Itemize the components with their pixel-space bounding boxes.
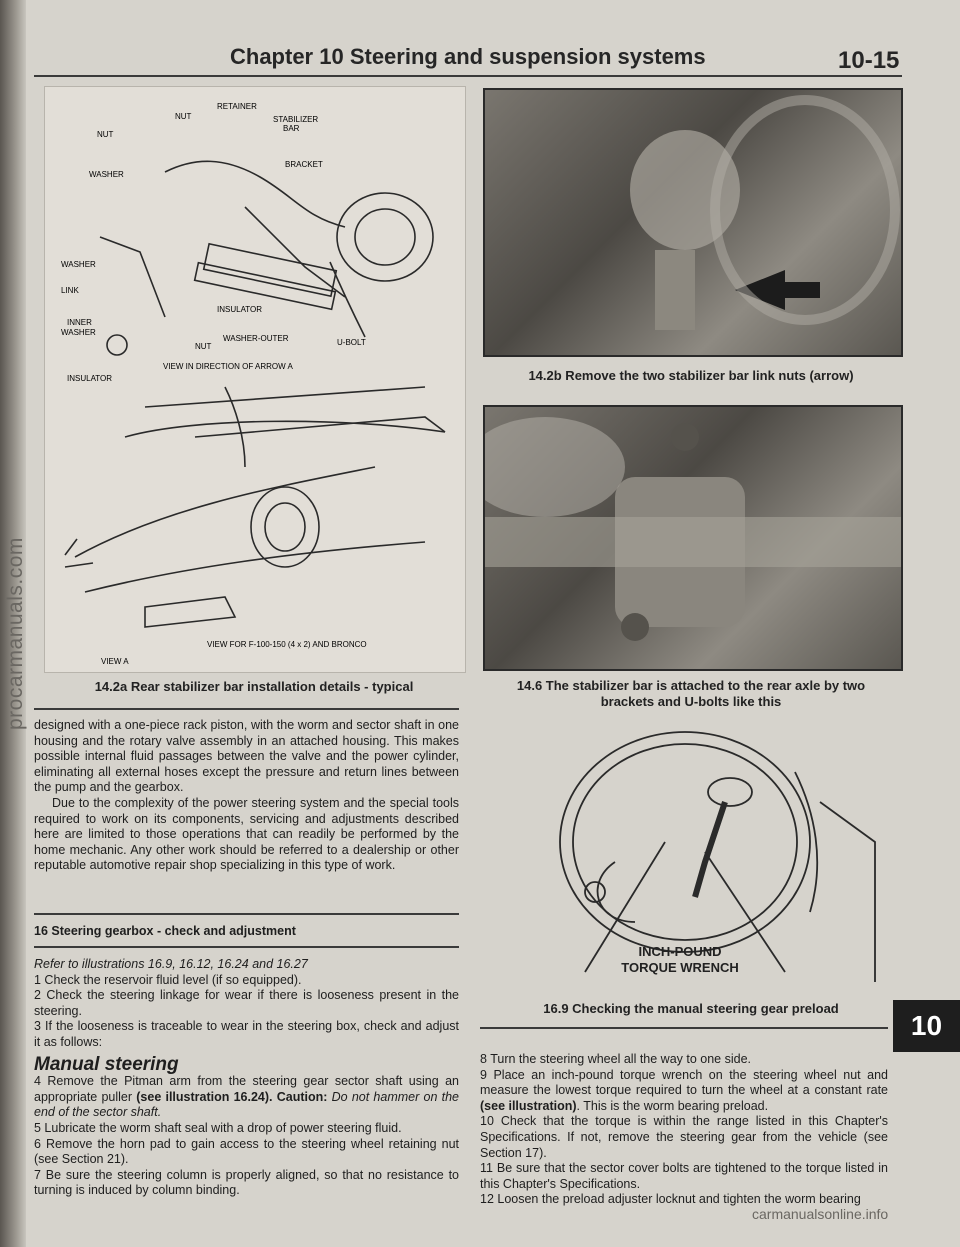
label-inner: INNER bbox=[67, 318, 92, 327]
left-rule-3 bbox=[34, 946, 459, 948]
label-view-a: VIEW A bbox=[101, 657, 129, 666]
header-rule bbox=[34, 75, 902, 77]
chapter-header: Chapter 10 Steering and suspension systems bbox=[230, 44, 706, 69]
refer-illustrations: Refer to illustrations 16.9, 16.12, 16.24 and 16.27 bbox=[34, 957, 308, 971]
label-u-bolt: U-BOLT bbox=[337, 338, 366, 347]
label-inner-washer: WASHER bbox=[61, 328, 96, 337]
label-inch-pound: INCH-POUND bbox=[638, 944, 722, 959]
step-12: 12 Loosen the preload adjuster locknut and tighten the worm bearing bbox=[480, 1192, 861, 1207]
left-steps bbox=[34, 957, 459, 1199]
page-number: 10-15 bbox=[838, 47, 900, 74]
chapter-thumb-tab: 10 bbox=[893, 1000, 960, 1052]
label-retainer: RETAINER bbox=[217, 102, 257, 111]
step-6: 6 Remove the horn pad to gain access to the steering wheel retaining nut (see Section 21). bbox=[34, 1136, 459, 1167]
photo-14-6 bbox=[483, 405, 903, 671]
side-watermark: procarmanuals.com bbox=[4, 537, 27, 730]
section-heading-16: 16 Steering gearbox - check and adjustment bbox=[34, 924, 296, 938]
label-torque-wrench: TORQUE WRENCH bbox=[621, 960, 739, 975]
label-bracket: BRACKET bbox=[285, 160, 323, 169]
stabilizer-diagram bbox=[45, 87, 465, 672]
subheading-manual-steering: Manual steering bbox=[34, 1053, 179, 1075]
step-3: 3 If the looseness is traceable to wear in the steering box, check and adjust it as follows: bbox=[34, 1019, 459, 1049]
caption-14-2b: 14.2b Remove the two stabilizer bar link nuts (arrow) bbox=[528, 368, 854, 383]
label-link: LINK bbox=[61, 286, 79, 295]
photo-14-2b-art bbox=[485, 90, 901, 355]
label-nut-1: NUT bbox=[175, 112, 192, 121]
label-washer-1: WASHER bbox=[89, 170, 124, 179]
paragraph-1: designed with a one-piece rack piston, with the worm and sector shaft in one housing and the rotary valve assembly in an attached housing. This makes possible internal fluid passages between the valve and the power cylinder, eliminating all external hoses except the pressure and return lines between the pump and the gearbox. bbox=[34, 718, 459, 795]
step-1: 1 Check the reservoir fluid level (if so equipped). bbox=[34, 972, 302, 987]
label-stabilizer: STABILIZER bbox=[273, 115, 319, 124]
caption-16-9: 16.9 Checking the manual steering gear preload bbox=[543, 1001, 839, 1016]
caption-14-6-line-2: brackets and U-bolts like this bbox=[600, 694, 782, 709]
photo-14-6-art bbox=[485, 407, 901, 669]
label-view-direction: VIEW IN DIRECTION OF ARROW A bbox=[163, 362, 293, 371]
right-rule bbox=[480, 1027, 888, 1029]
label-bar: BAR bbox=[283, 124, 300, 133]
left-column bbox=[34, 718, 459, 874]
step-7: 7 Be sure the steering column is properly aligned, so that no resistance to turning is induced by column binding. bbox=[34, 1167, 459, 1198]
step-2: 2 Check the steering linkage for wear if there is looseness present in the steering. bbox=[34, 988, 459, 1018]
step-11: 11 Be sure that the sector cover bolts are tightened to the torque listed in this Chapter's Specifications. bbox=[480, 1161, 888, 1191]
label-nut-3: NUT bbox=[195, 342, 212, 351]
caption-14-2a: 14.2a Rear stabilizer bar installation details - typical bbox=[94, 679, 414, 694]
step-10: 10 Check that the torque is within the range listed in this Chapter's Specifications. If not, remove the steering gear from the vehicle (see Section 17). bbox=[480, 1114, 888, 1160]
footer-watermark: carmanualsonline.info bbox=[752, 1206, 889, 1222]
label-insulator-2: INSULATOR bbox=[67, 374, 113, 383]
left-rule-2 bbox=[34, 913, 459, 915]
label-nut-2: NUT bbox=[97, 130, 114, 139]
photo-14-2b bbox=[483, 88, 903, 357]
step-5: 5 Lubricate the worm shaft seal with a drop of power steering fluid. bbox=[34, 1120, 402, 1135]
caption-14-6-line-1: 14.6 The stabilizer bar is attached to the rear axle by two bbox=[516, 678, 866, 693]
figure-14-2a bbox=[44, 86, 466, 673]
step-4: 4 Remove the Pitman arm from the steering gear sector shaft using an appropriate puller (see illustration 16.24). Caution: Do not hammer on the end of the sector shaft. bbox=[34, 1074, 459, 1120]
label-view-for: VIEW FOR F-100-150 (4 x 2) AND BRONCO bbox=[207, 640, 367, 649]
paragraph-2: Due to the complexity of the power steering system and the special tools required to work on its components, servicing and adjustments described here are limited to those operations that can readily be performed by the home mechanic. Any other work should be referred to a dealership or other reputable automotive repair shop specializing in this type of work. bbox=[34, 795, 459, 873]
left-rule-1 bbox=[34, 708, 459, 710]
figure-16-9 bbox=[555, 722, 885, 990]
step-8: 8 Turn the steering wheel all the way to one side. bbox=[480, 1052, 751, 1066]
label-insulator-1: INSULATOR bbox=[217, 305, 263, 314]
step-9: 9 Place an inch-pound torque wrench on the steering wheel nut and measure the lowest torque required to turn the wheel at a constant rate (see illustration). This is the worm bearing preload. bbox=[480, 1067, 888, 1113]
right-steps bbox=[480, 1052, 888, 1208]
label-washer-outer: WASHER-OUTER bbox=[223, 334, 289, 343]
label-washer-2: WASHER bbox=[61, 260, 96, 269]
